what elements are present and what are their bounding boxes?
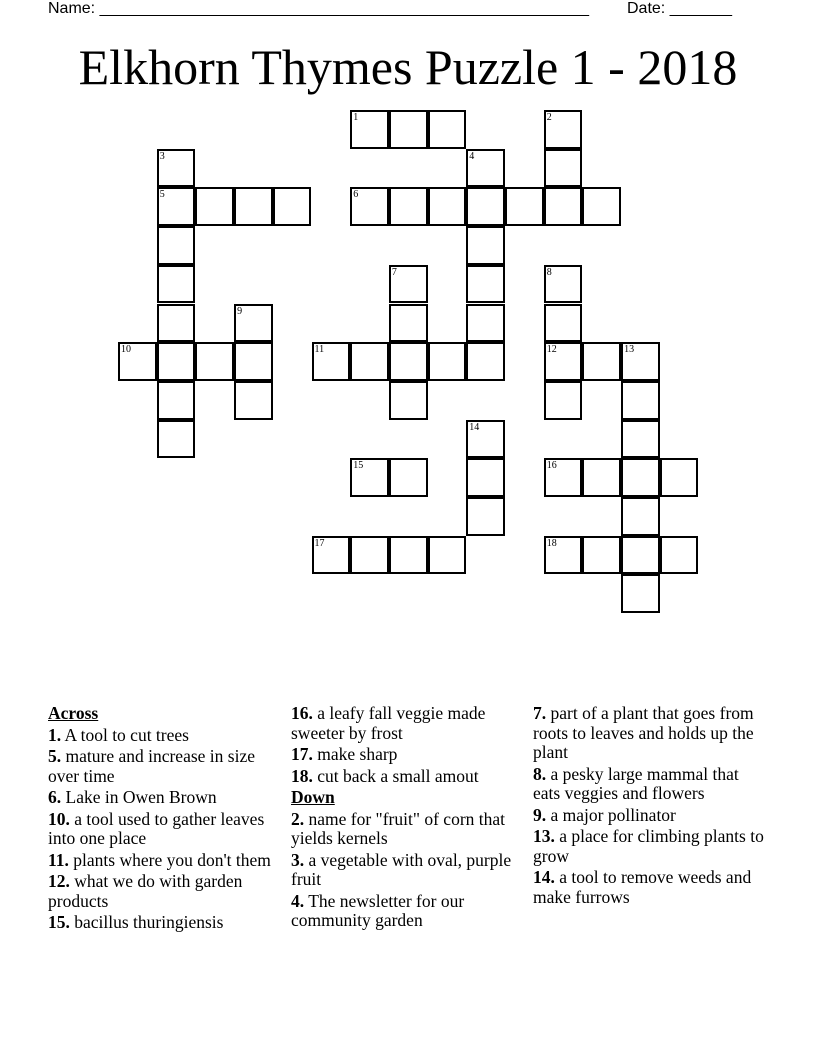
clue-text: mature and increase in size over time (48, 746, 255, 786)
clue-number: 11. (48, 849, 69, 870)
grid-cell[interactable] (389, 342, 428, 381)
grid-cell[interactable] (544, 381, 583, 420)
clue-down (533, 827, 765, 866)
clue-across (48, 726, 280, 746)
grid-cell[interactable] (466, 497, 505, 536)
clue-down (291, 892, 523, 931)
grid-cell[interactable] (544, 342, 583, 381)
clue-text: plants where you don't them (73, 849, 271, 870)
cell-number: 4 (469, 150, 475, 162)
grid-cell[interactable] (195, 187, 234, 226)
clue-across (291, 745, 523, 765)
grid-cell[interactable] (466, 304, 505, 343)
grid-cell[interactable] (157, 226, 196, 265)
grid-cell[interactable] (389, 187, 428, 226)
across-heading: Across (48, 703, 99, 723)
clue-text: what we do with garden products (48, 871, 243, 911)
grid-cell[interactable] (157, 342, 196, 381)
grid-cell[interactable] (544, 265, 583, 304)
grid-cell[interactable] (389, 536, 428, 575)
cell-number: 6 (353, 189, 359, 201)
grid-cell[interactable] (389, 381, 428, 420)
grid-cell[interactable] (389, 110, 428, 149)
cell-number: 1 (353, 112, 359, 123)
grid-cell[interactable] (582, 342, 621, 381)
grid-cell[interactable] (350, 187, 389, 226)
grid-cell[interactable] (234, 187, 273, 226)
clue-text: part of a plant that goes from roots to leaves and holds up the plant (533, 703, 754, 762)
grid-cell[interactable] (234, 304, 273, 343)
down-heading: Down (291, 787, 335, 807)
clue-number: 15. (48, 912, 70, 932)
cell-number: 13 (624, 344, 635, 356)
clue-across (48, 747, 280, 786)
cell-number: 8 (546, 266, 552, 278)
grid-cell[interactable] (660, 458, 699, 497)
clue-down (533, 806, 765, 826)
clue-text: a major pollinator (550, 804, 676, 825)
grid-cell[interactable] (389, 265, 428, 304)
clue-text: a leafy fall veggie made sweeter by frost (291, 703, 486, 743)
cell-number: 16 (546, 460, 557, 472)
clue-across (48, 788, 280, 808)
grid-cell[interactable] (157, 265, 196, 304)
clue-text: bacillus thuringiensis (74, 912, 224, 932)
clues-column-1 (48, 704, 280, 935)
grid-cell[interactable] (157, 187, 196, 226)
cell-number: 10 (121, 344, 131, 356)
grid-cell[interactable] (582, 187, 621, 226)
clue-number: 3. (291, 849, 305, 870)
clue-text: name for "fruit" of corn that yields kernels (291, 808, 506, 848)
clue-number: 9. (533, 804, 547, 825)
grid-cell[interactable] (234, 381, 273, 420)
cell-number: 17 (314, 537, 325, 549)
grid-cell[interactable] (195, 342, 234, 381)
clue-text: make sharp (317, 744, 398, 764)
grid-cell[interactable] (389, 304, 428, 343)
grid-cell[interactable] (428, 342, 467, 381)
grid-cell[interactable] (312, 536, 351, 575)
clue-down (533, 868, 765, 907)
grid-cell[interactable] (466, 265, 505, 304)
clue-text: a tool to remove weeds and make furrows (533, 867, 752, 907)
grid-cell[interactable] (350, 110, 389, 149)
clue-across (48, 851, 280, 871)
clue-text: a pesky large mammal that eats veggies and flowers (533, 763, 739, 803)
cell-number: 3 (159, 150, 165, 162)
cell-number: 18 (546, 537, 557, 549)
cell-number: 9 (237, 305, 243, 317)
clue-text: a tool used to gather leaves into one place (48, 808, 265, 848)
clue-number: 4. (291, 890, 305, 911)
clue-number: 12. (48, 871, 70, 891)
clue-text: Lake in Owen Brown (65, 787, 217, 807)
cell-number: 15 (353, 460, 364, 472)
clue-number: 8. (533, 763, 547, 784)
grid-cell[interactable] (621, 420, 660, 459)
page-title: Elkhorn Thymes Puzzle 1 - 2018 (78, 39, 738, 95)
grid-cell[interactable] (466, 420, 505, 459)
grid-cell[interactable] (544, 536, 583, 575)
grid-cell[interactable] (582, 458, 621, 497)
clue-down (291, 810, 523, 849)
grid-cell[interactable] (544, 110, 583, 149)
grid-cell[interactable] (157, 149, 196, 188)
grid-cell[interactable] (466, 342, 505, 381)
clue-number: 6. (48, 787, 62, 807)
grid-cell[interactable] (428, 536, 467, 575)
cell-number: 5 (159, 189, 165, 201)
grid-cell[interactable] (428, 110, 467, 149)
clue-number: 5. (48, 746, 62, 766)
cell-number: 2 (546, 112, 552, 123)
grid-cell[interactable] (157, 420, 196, 459)
grid-cell[interactable] (350, 536, 389, 575)
name-field[interactable]: Name: _______________________________________________________ (48, 0, 589, 17)
clue-across (48, 913, 280, 933)
grid-cell[interactable] (466, 458, 505, 497)
grid-cell[interactable] (544, 149, 583, 188)
grid-cell[interactable] (505, 187, 544, 226)
clue-number: 14. (533, 867, 555, 887)
clue-number: 16. (291, 703, 313, 723)
clue-text: a place for climbing plants to grow (533, 826, 764, 866)
grid-cell[interactable] (621, 381, 660, 420)
clue-down (533, 704, 765, 763)
clue-down (291, 851, 523, 890)
grid-cell[interactable] (466, 149, 505, 188)
grid-cell[interactable] (312, 342, 351, 381)
clue-number: 17. (291, 744, 313, 764)
grid-cell[interactable] (621, 458, 660, 497)
clues-column-3 (533, 704, 765, 909)
grid-cell[interactable] (621, 574, 660, 613)
grid-cell[interactable] (621, 536, 660, 575)
cell-number: 7 (391, 266, 397, 278)
grid-cell[interactable] (544, 304, 583, 343)
cell-number: 14 (469, 421, 480, 433)
clue-across (291, 767, 523, 787)
clue-number: 7. (533, 703, 547, 723)
grid-cell[interactable] (350, 342, 389, 381)
grid-cell[interactable] (582, 536, 621, 575)
clue-number: 10. (48, 808, 70, 829)
cell-number: 11 (314, 344, 325, 356)
grid-cell[interactable] (157, 381, 196, 420)
clue-across (48, 872, 280, 911)
grid-cell[interactable] (350, 458, 389, 497)
grid-cell[interactable] (234, 342, 273, 381)
grid-cell[interactable] (273, 187, 312, 226)
grid-cell[interactable] (389, 458, 428, 497)
grid-cell[interactable] (621, 342, 660, 381)
grid-cell[interactable] (660, 536, 699, 575)
clue-across (48, 810, 280, 849)
grid-cell[interactable] (621, 497, 660, 536)
grid-cell[interactable] (466, 187, 505, 226)
clue-down (533, 765, 765, 804)
grid-cell[interactable] (466, 226, 505, 265)
date-field[interactable]: Date: _______ (627, 0, 732, 17)
grid-cell[interactable] (428, 187, 467, 226)
clue-number: 2. (291, 808, 305, 829)
clue-text: cut back a small amout (317, 765, 479, 786)
grid-cell[interactable] (544, 458, 583, 497)
clues-column-2 (291, 704, 523, 933)
clue-number: 13. (533, 826, 555, 846)
grid-cell[interactable] (157, 304, 196, 343)
grid-cell[interactable] (544, 187, 583, 226)
clue-text: a vegetable with oval, purple fruit (291, 849, 512, 889)
clue-text: The newsletter for our community garden (291, 890, 465, 930)
clue-text: A tool to cut trees (64, 724, 189, 745)
grid-cell[interactable] (118, 342, 157, 381)
clue-number: 1. (48, 724, 62, 745)
cell-number: 12 (546, 344, 557, 356)
clue-number: 18. (291, 765, 313, 786)
clue-across (291, 704, 523, 743)
